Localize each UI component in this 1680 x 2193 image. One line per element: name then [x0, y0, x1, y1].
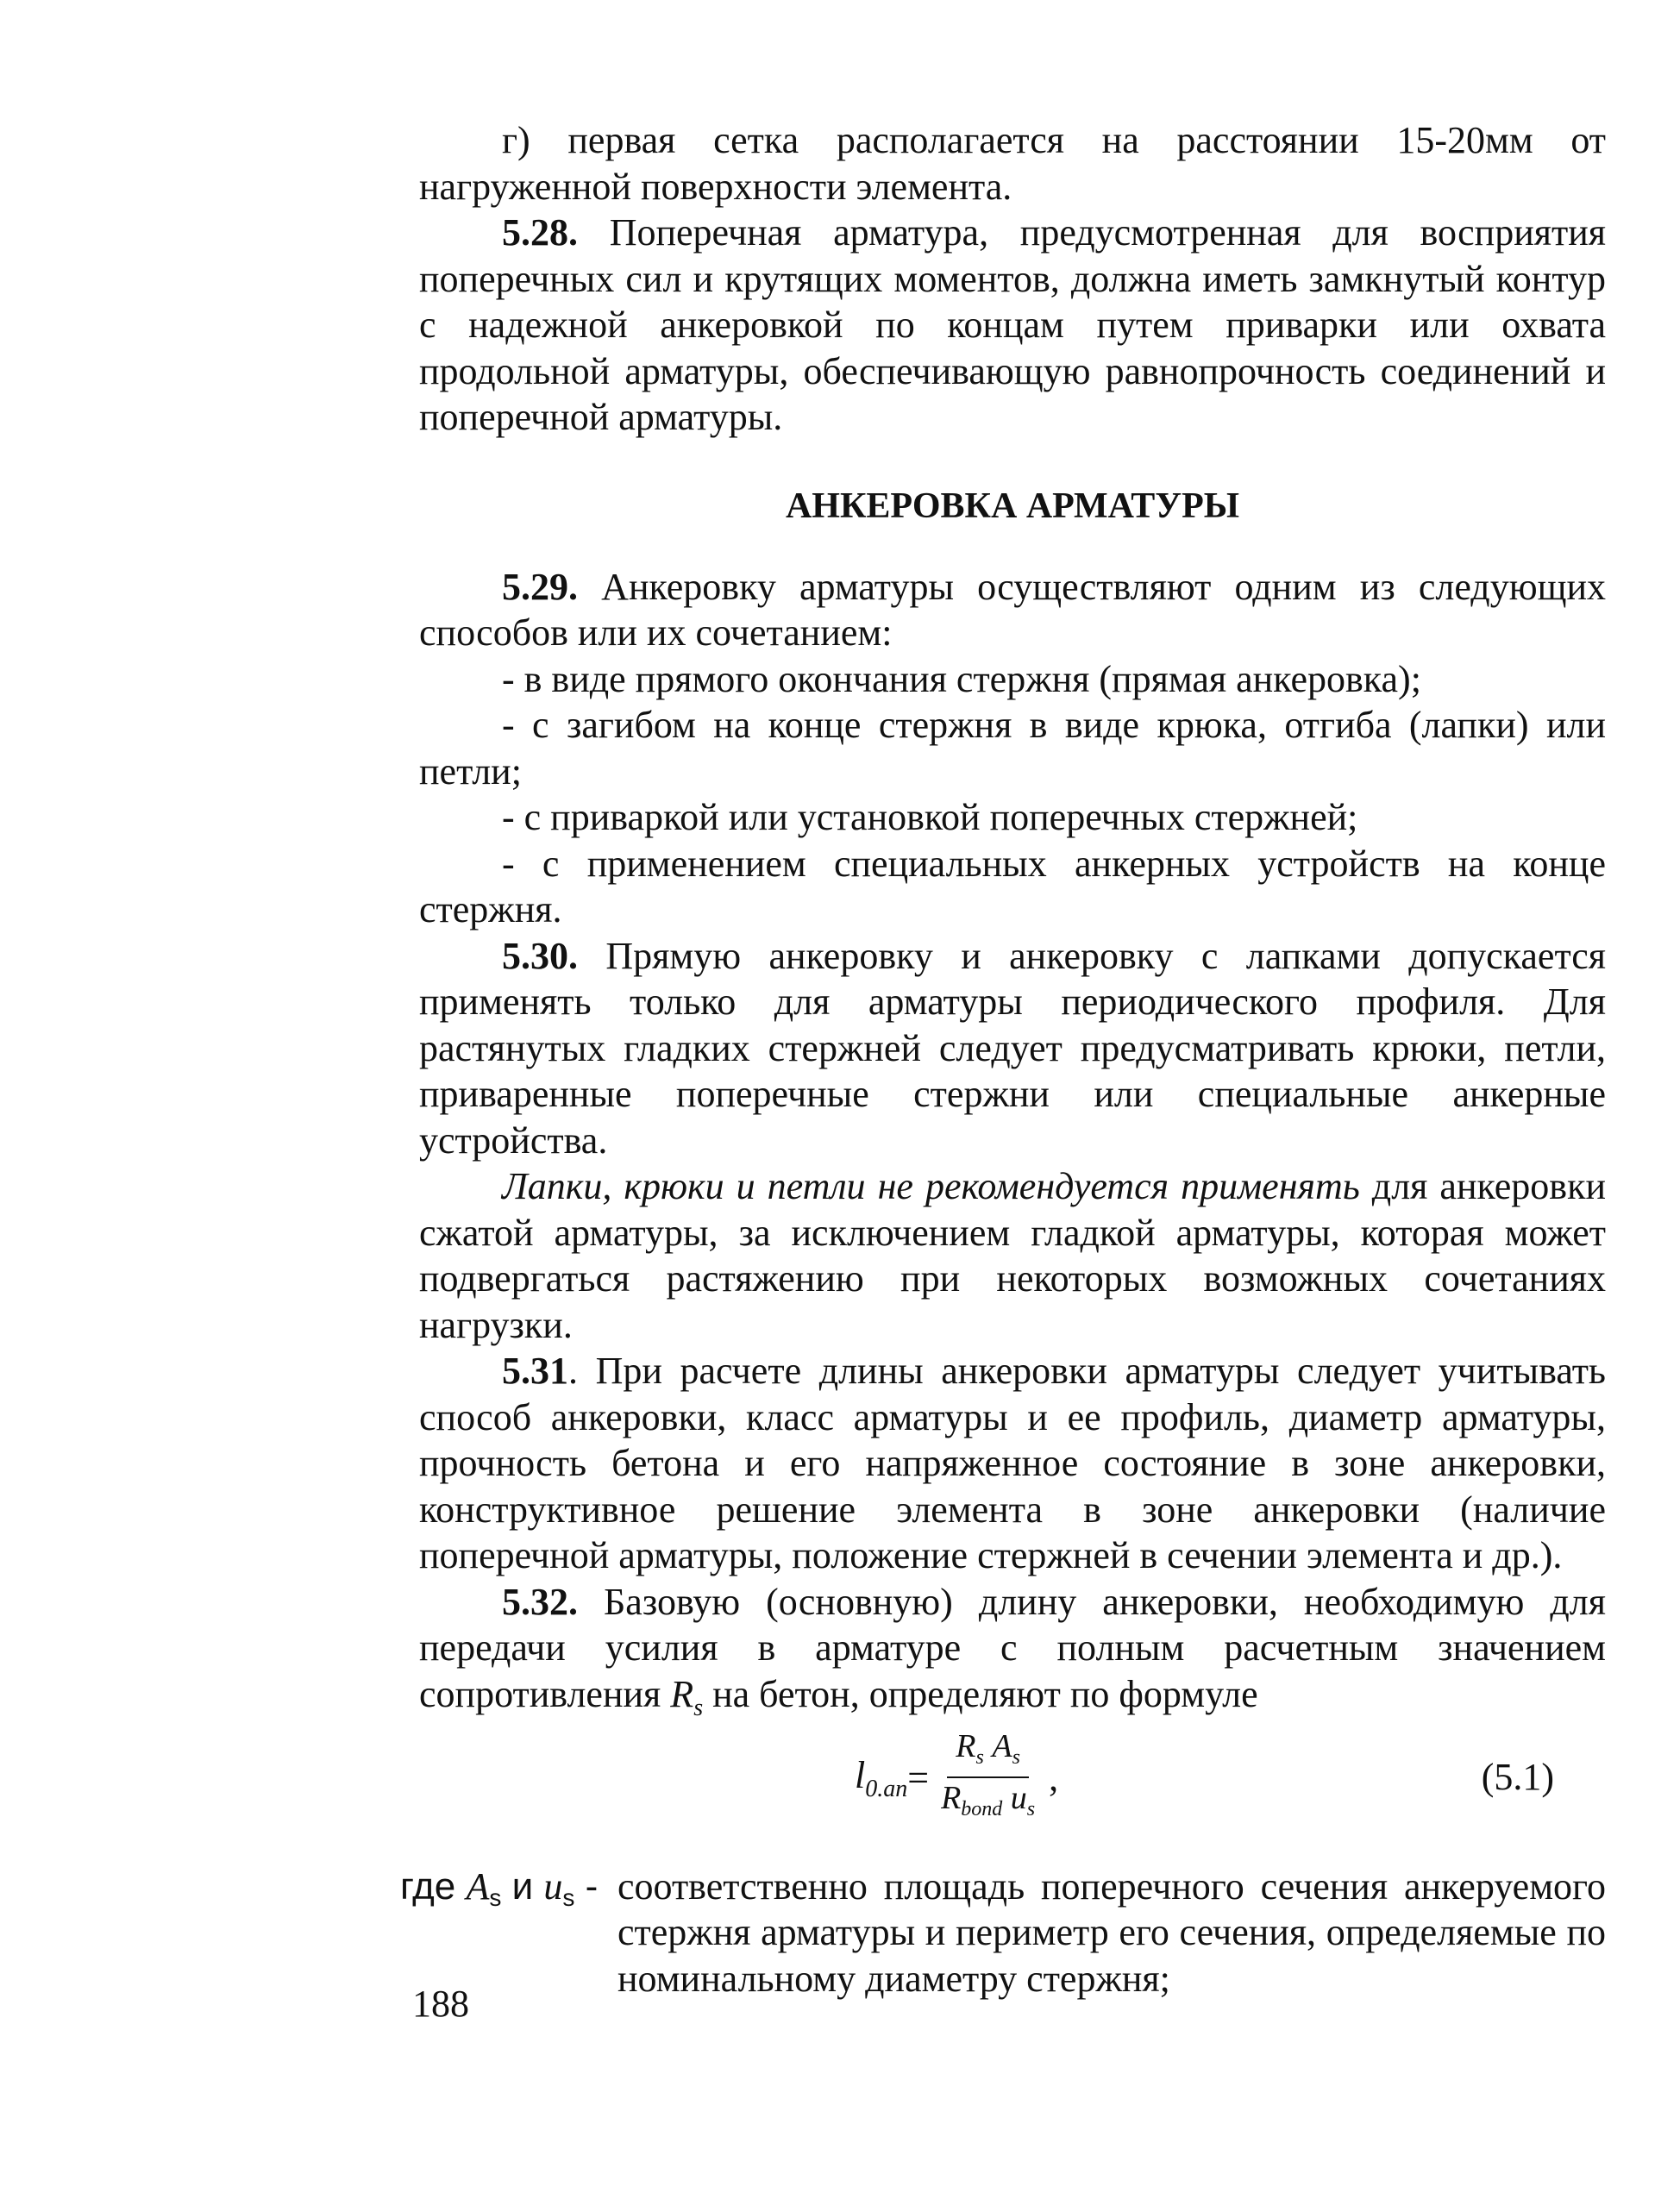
section-heading: АНКЕРОВКА АРМАТУРЫ: [785, 486, 1240, 526]
clause-number: 5.29.: [502, 565, 578, 608]
italic-text: Лапки, крюки и петли не рекомендуется применять: [502, 1165, 1360, 1207]
paragraph-5-29: 5.29. Анкеровку арматуры осуществляют одним из следующих способов или их сочетанием:: [419, 565, 1606, 654]
where-description: соответственно площадь поперечного сечения анкеруемого стержня арматуры и периметр его сечения, определяемые по номинальному диаметру стержня;: [617, 1864, 1606, 2000]
formula-5-1: [419, 1727, 1606, 1826]
document-page: [400, 117, 1606, 2039]
where-clause: [400, 1864, 1606, 2002]
symbol-rs: $R_s$: [670, 1672, 704, 1721]
paragraph-item-g-line1: г) первая сетка располагается на расстоянии 15-20мм от: [502, 119, 1606, 161]
formula-fraction: [932, 1727, 1044, 1829]
clause-number: 5.28.: [502, 211, 578, 254]
list-item: - с применением специальных анкерных устройств на конце стержня.: [419, 842, 1606, 930]
paragraph-5-32: 5.32. Базовую (основную) длину анкеровки, необходимую для передачи усилия в арматуре с полным расчетным значением сопротивления $R_s$ на бетон, определяют по формуле: [419, 1580, 1606, 1721]
paragraph-5-30-note: Лапки, крюки и петли не рекомендуется применять для анкеровки сжатой арматуры, за исключением гладкой арматуры, которая может подвергаться растяжению при некоторых возможных сочетаниях нагрузки.: [419, 1165, 1606, 1346]
fraction-numerator: $R_s$ $A_s$: [947, 1727, 1029, 1778]
paragraph-5-28: 5.28. Поперечная арматура, предусмотренная для восприятия поперечных сил и крутящих моментов, должна иметь замкнутый контур с надежной анкеровкой по концам путем приварки или охвата продольной арматуры, обеспечивающую равнопрочность соединений и поперечной арматуры.: [419, 211, 1606, 438]
formula-comma: ,: [1049, 1757, 1059, 1800]
equation-number: (5.1): [1481, 1755, 1554, 1798]
formula-expression: [855, 1727, 1059, 1826]
list-item: - с приваркой или установкой поперечных стержней;: [502, 796, 1358, 838]
paragraph-item-g-line2: нагруженной поверхности элемента.: [419, 165, 1012, 208]
clause-number: 5.31: [502, 1350, 568, 1392]
clause-number: 5.32.: [502, 1580, 578, 1623]
list-item: - в виде прямого окончания стержня (прямая анкеровка);: [502, 657, 1421, 700]
paragraph-5-31: 5.31. При расчете длины анкеровки арматуры следует учитывать способ анкеровки, класс арматуры и ее профиль, диаметр арматуры, прочность бетона и его напряженное состояние в зоне анкеровки, конструктивное решение элемента в зоне анкеровки (наличие поперечной арматуры, положение стержней в сечении элемента и др.).: [419, 1350, 1606, 1576]
equals-sign: =: [907, 1757, 930, 1800]
clause-number: 5.30.: [502, 934, 578, 977]
where-term: где $A_s$ и $u_s$ -: [400, 1864, 599, 1911]
paragraph-5-30: 5.30. Прямую анкеровку и анкеровку с лапками допускается применять только для арматуры периодического профиля. Для растянутых гладких стержней следует предусматривать крюки, петли, приваренные поперечные стержни или специальные анкерные устройства.: [419, 934, 1606, 1162]
page-number: 188: [412, 1983, 469, 2025]
formula-lhs: $l_{0.an}$: [855, 1753, 908, 1802]
fraction-denominator: $R_{bond}$ $u_s$: [941, 1779, 1036, 1820]
list-item: - с загибом на конце стержня в виде крюка, отгиба (лапки) или петли;: [419, 704, 1606, 793]
